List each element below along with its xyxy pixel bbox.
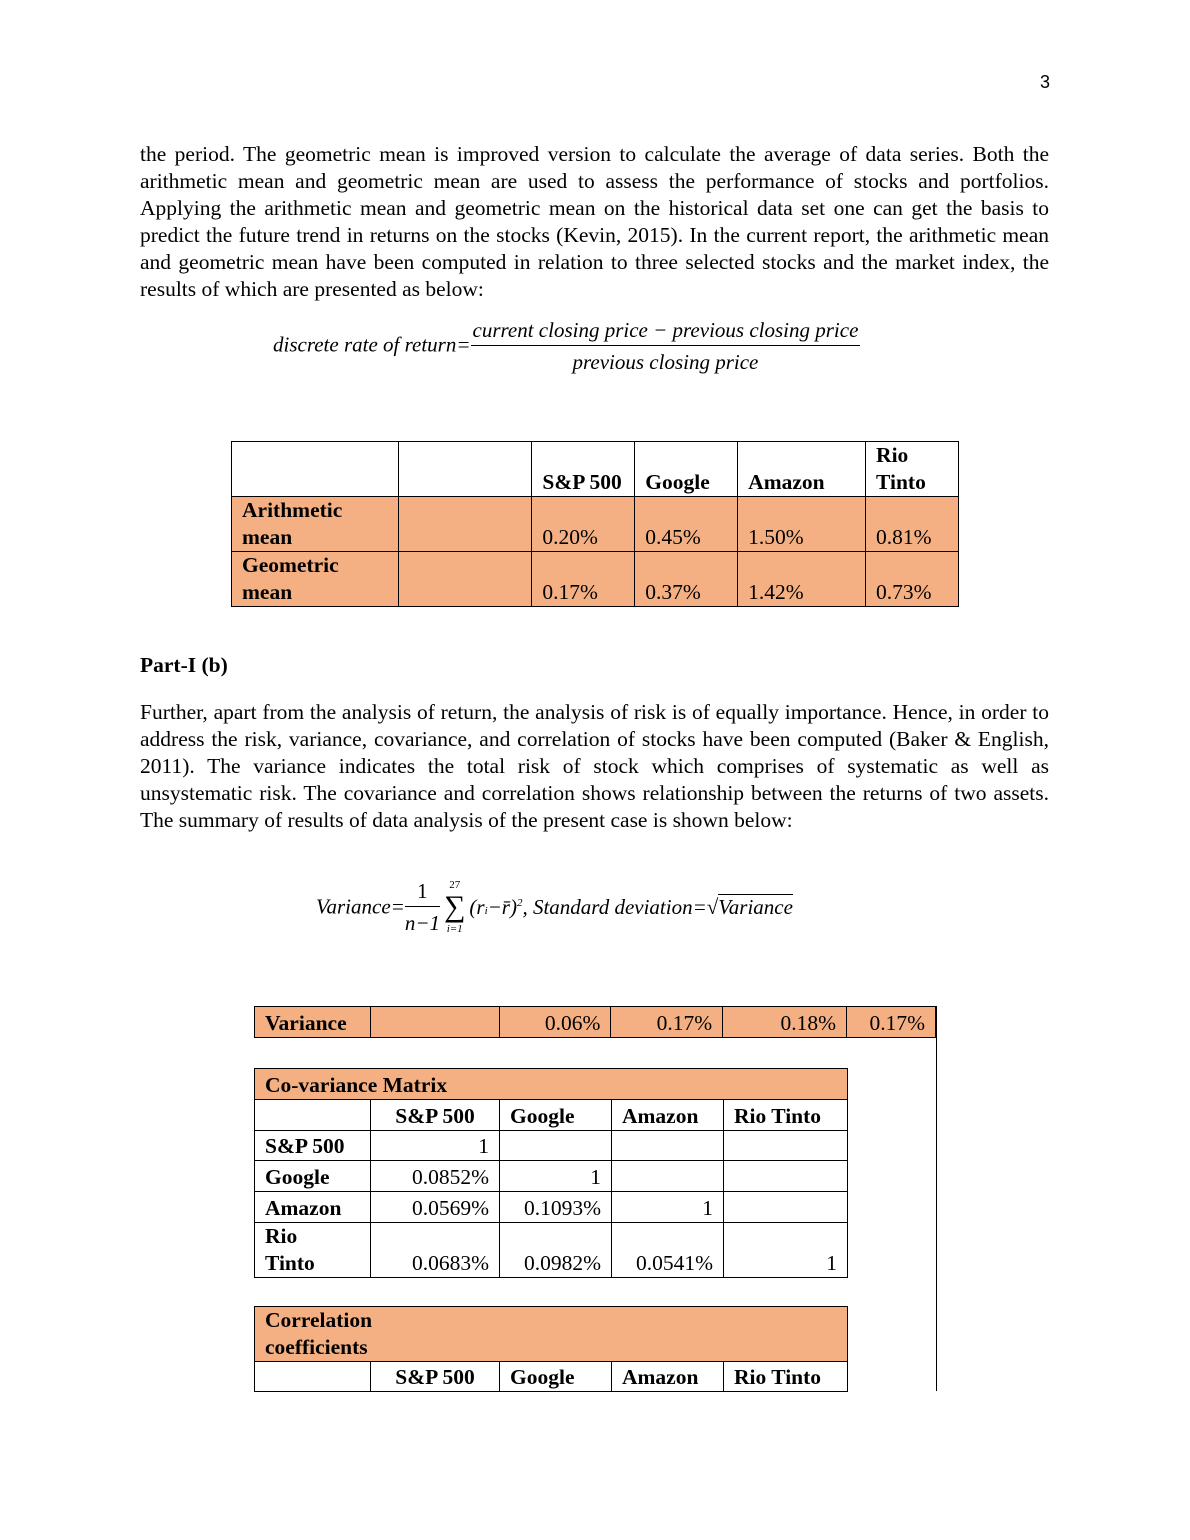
value-cell: 0.0982% bbox=[500, 1223, 612, 1278]
header-sp500: S&P 500 bbox=[371, 1362, 500, 1392]
paragraph-risk bbox=[140, 699, 1049, 834]
value-cell: 0.81% bbox=[866, 497, 959, 552]
header-amazon: Amazon bbox=[612, 1362, 724, 1392]
empty-cell bbox=[398, 552, 532, 607]
value-cell: 1 bbox=[612, 1192, 724, 1223]
paragraph-means bbox=[140, 141, 1049, 303]
header-google: Google bbox=[635, 442, 738, 497]
header-rio-tinto: Rio Tinto bbox=[866, 442, 959, 497]
row-label: Rio Tinto bbox=[265, 1224, 315, 1275]
header-sp500: S&P 500 bbox=[371, 1100, 500, 1131]
empty-cell bbox=[255, 1100, 371, 1131]
value-cell: 1.42% bbox=[738, 552, 866, 607]
row-label-arithmetic: Arithmetic mean bbox=[232, 497, 399, 552]
variance-frac-num: 1 bbox=[405, 879, 440, 907]
discrete-return-formula bbox=[273, 318, 860, 375]
table-row bbox=[255, 1131, 848, 1161]
row-label: S&P 500 bbox=[255, 1131, 371, 1161]
covariance-title-row bbox=[255, 1069, 848, 1100]
variance-row-table bbox=[254, 1006, 936, 1038]
table-row bbox=[255, 1161, 848, 1192]
sum-symbol bbox=[444, 878, 465, 936]
header-sp500: S&P 500 bbox=[532, 442, 635, 497]
term-rest: −r̄) bbox=[487, 894, 517, 919]
value-cell: 1 bbox=[371, 1131, 500, 1161]
value-cell: 0.17% bbox=[532, 552, 635, 607]
term-exponent: 2 bbox=[516, 896, 523, 909]
sigma-icon: ∑ bbox=[444, 890, 466, 923]
header-amazon: Amazon bbox=[738, 442, 866, 497]
formula-lhs: discrete rate of return= bbox=[273, 332, 471, 357]
row-label-geometric: Geometric mean bbox=[232, 552, 399, 607]
header-rio-tinto: Rio Tinto bbox=[724, 1362, 848, 1392]
correlation-title: Correlation coefficients bbox=[265, 1308, 373, 1359]
value-cell: 1 bbox=[500, 1161, 612, 1192]
variance-term bbox=[469, 895, 793, 919]
value-cell: 1 bbox=[724, 1223, 848, 1278]
table-row bbox=[232, 497, 959, 552]
row-label-cell bbox=[255, 1223, 371, 1278]
empty-cell bbox=[398, 497, 532, 552]
std-dev-lhs: , Standard deviation= bbox=[522, 894, 707, 919]
sum-upper-limit: 27 bbox=[449, 879, 461, 891]
value-cell bbox=[724, 1131, 848, 1161]
value-cell bbox=[612, 1161, 724, 1192]
table-row bbox=[255, 1223, 848, 1278]
header-cell bbox=[398, 442, 532, 497]
variance-frac-den: n−1 bbox=[404, 910, 440, 935]
value-cell: 0.17% bbox=[611, 1007, 723, 1038]
header-google: Google bbox=[500, 1362, 612, 1392]
value-cell: 0.73% bbox=[866, 552, 959, 607]
value-cell: 0.06% bbox=[499, 1007, 611, 1038]
variance-formula bbox=[316, 878, 793, 936]
covariance-header-row bbox=[255, 1100, 848, 1131]
correlation-header-row bbox=[255, 1362, 848, 1392]
correlation-title-row bbox=[255, 1307, 848, 1362]
value-cell: 0.17% bbox=[847, 1007, 936, 1038]
header-rio-tinto: Rio Tinto bbox=[724, 1100, 848, 1131]
table-row bbox=[255, 1192, 848, 1223]
value-cell: 0.45% bbox=[635, 497, 738, 552]
row-label: Google bbox=[255, 1161, 371, 1192]
value-cell bbox=[500, 1131, 612, 1161]
sum-lower-limit: i=1 bbox=[446, 923, 463, 935]
variance-label: Variance bbox=[255, 1007, 371, 1038]
header-amazon: Amazon bbox=[612, 1100, 724, 1131]
covariance-title: Co-variance Matrix bbox=[255, 1069, 848, 1100]
page-number: 3 bbox=[1039, 72, 1050, 92]
variance-lhs: Variance= bbox=[316, 894, 405, 919]
empty-cell bbox=[255, 1362, 371, 1392]
section-heading: Part-I (b) bbox=[140, 653, 228, 677]
formula-numerator: current closing price − previous closing price bbox=[471, 318, 861, 346]
formula-denominator: previous closing price bbox=[572, 350, 759, 374]
paragraph-means-text: the period. The geometric mean is improved version to calculate the average of data series. Both the arithmetic mean and geometric mean are used to assess the performance of stocks and portfolios. Applying the arithmetic mean and geometric mean on the historical data set one can get the basis to predict the future trend in returns on the stocks (Kevin, 2015). In the current report, the arithmetic mean and geometric mean have been computed in relation to three selected stocks and the market index, the results of which are presented as below: bbox=[140, 142, 1049, 301]
row-label: Amazon bbox=[255, 1192, 371, 1223]
means-table-header bbox=[232, 442, 959, 497]
value-cell: 1.50% bbox=[738, 497, 866, 552]
empty-cell bbox=[370, 1007, 499, 1038]
sqrt-icon: √ bbox=[706, 894, 719, 919]
value-cell bbox=[724, 1161, 848, 1192]
value-cell: 0.0541% bbox=[612, 1223, 724, 1278]
value-cell: 0.1093% bbox=[500, 1192, 612, 1223]
header-cell bbox=[232, 442, 399, 497]
value-cell: 0.0569% bbox=[371, 1192, 500, 1223]
correlation-table bbox=[254, 1306, 848, 1392]
correlation-title-cell bbox=[255, 1307, 848, 1362]
value-cell bbox=[724, 1192, 848, 1223]
value-cell: 0.37% bbox=[635, 552, 738, 607]
term-subscript: i bbox=[484, 904, 488, 917]
term-open: (r bbox=[469, 894, 485, 919]
value-cell: 0.20% bbox=[532, 497, 635, 552]
paragraph-risk-text: Further, apart from the analysis of return, the analysis of risk is of equally importance. Hence, in order to address the risk, variance, covariance, and correlation of stocks have been computed (Baker & English, 2011). The variance indicates the total risk of stock which comprises of systematic as well as unsystematic risk. The covariance and correlation shows relationship between the returns of two assets. The summary of results of data analysis of the present case is shown below: bbox=[140, 700, 1049, 832]
covariance-table bbox=[254, 1068, 848, 1278]
value-cell bbox=[612, 1131, 724, 1161]
header-google: Google bbox=[500, 1100, 612, 1131]
means-table bbox=[231, 441, 959, 607]
sqrt-argument: Variance bbox=[718, 894, 793, 919]
value-cell: 0.0683% bbox=[371, 1223, 500, 1278]
value-cell: 0.18% bbox=[723, 1007, 847, 1038]
value-cell: 0.0852% bbox=[371, 1161, 500, 1192]
variance-row bbox=[255, 1007, 936, 1038]
table-row bbox=[232, 552, 959, 607]
